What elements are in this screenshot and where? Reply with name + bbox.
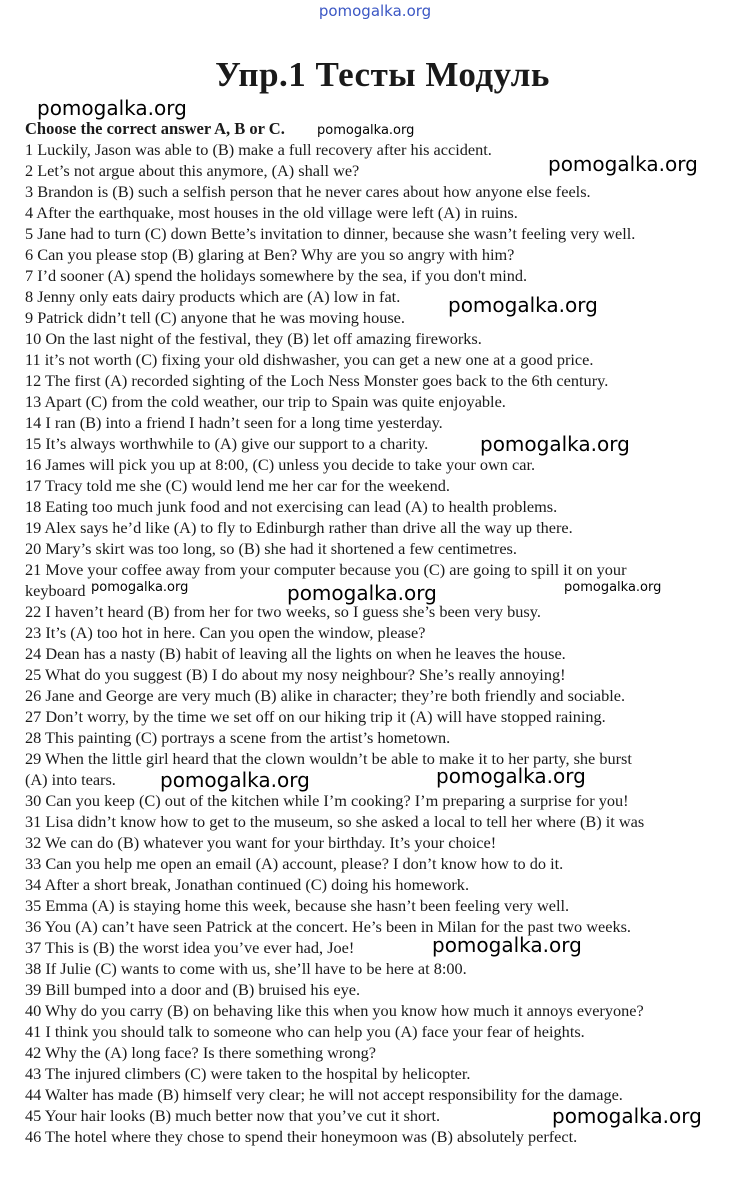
- answer-line: 3 Brandon is (B) such a selfish person that he never cares about how anyone else feels.: [25, 182, 591, 201]
- answer-line: 45 Your hair looks (B) much better now that you’ve cut it short.: [25, 1106, 441, 1125]
- watermark: pomogalka.org: [317, 123, 415, 138]
- answer-line: 28 This painting (C) portrays a scene from the artist’s hometown.: [25, 728, 451, 747]
- watermark: pomogalka.org: [432, 933, 582, 957]
- page-title: Упр.1 Тесты Модуль: [215, 55, 550, 94]
- watermark: pomogalka.org: [552, 1104, 702, 1128]
- answer-line: 37 This is (B) the worst idea you’ve ever had, Joe!: [25, 938, 355, 957]
- watermark: pomogalka.org: [548, 152, 698, 176]
- answer-line: 33 Can you help me open an email (A) account, please? I don’t know how to do it.: [25, 854, 564, 873]
- answer-line: 22 I haven’t heard (B) from her for two weeks, so I guess she’s been very busy.: [25, 602, 541, 621]
- exercise-content: [25, 118, 730, 1147]
- answer-line: 6 Can you please stop (B) glaring at Ben? Why are you so angry with him?: [25, 245, 515, 264]
- answer-line: 8 Jenny only eats dairy products which are (A) low in fat.: [25, 287, 401, 306]
- watermark: pomogalka.org: [436, 764, 586, 788]
- answer-line: 34 After a short break, Jonathan continued (C) doing his homework.: [25, 875, 470, 894]
- answer-line: 25 What do you suggest (B) I do about my nosy neighbour? She’s really annoying!: [25, 665, 566, 684]
- answer-line: 41 I think you should talk to someone who can help you (A) face your fear of heights.: [25, 1022, 585, 1041]
- answer-line: keyboard: [25, 581, 86, 600]
- watermark: pomogalka.org: [91, 580, 189, 595]
- answer-line: 9 Patrick didn’t tell (C) anyone that he was moving house.: [25, 308, 405, 327]
- answer-line: 1 Luckily, Jason was able to (B) make a full recovery after his accident.: [25, 140, 492, 159]
- answer-line: 32 We can do (B) whatever you want for your birthday. It’s your choice!: [25, 833, 497, 852]
- answer-line: 29 When the little girl heard that the clown wouldn’t be able to make it to her party, she burst: [25, 749, 632, 768]
- watermark: pomogalka.org: [480, 432, 630, 456]
- answer-line: 13 Apart (C) from the cold weather, our trip to Spain was quite enjoyable.: [25, 392, 506, 411]
- answer-line: 36 You (A) can’t have seen Patrick at the concert. He’s been in Milan for the past two weeks.: [25, 917, 632, 936]
- watermark: pomogalka.org: [287, 581, 437, 605]
- answer-line: 20 Mary’s skirt was too long, so (B) she had it shortened a few centimetres.: [25, 539, 517, 558]
- answer-line: 38 If Julie (C) wants to come with us, she’ll have to be here at 8:00.: [25, 959, 467, 978]
- answer-line: 2 Let’s not argue about this anymore, (A) shall we?: [25, 161, 360, 180]
- answer-line: 27 Don’t worry, by the time we set off on our hiking trip it (A) will have stopped raining.: [25, 707, 606, 726]
- answer-lines: [25, 139, 730, 1147]
- answer-line: 11 it’s not worth (C) fixing your old dishwasher, you can get a new one at a good price.: [25, 350, 594, 369]
- answer-line: 12 The first (A) recorded sighting of the Loch Ness Monster goes back to the 6th century.: [25, 371, 609, 390]
- answer-line: 44 Walter has made (B) himself very clear; he will not accept responsibility for the damage.: [25, 1085, 623, 1104]
- answer-line: 30 Can you keep (C) out of the kitchen while I’m cooking? I’m preparing a surprise for you!: [25, 791, 629, 810]
- answer-line: 24 Dean has a nasty (B) habit of leaving all the lights on when he leaves the house.: [25, 644, 566, 663]
- answer-line: 15 It’s always worthwhile to (A) give our support to a charity.: [25, 434, 429, 453]
- answer-line: 17 Tracy told me she (C) would lend me her car for the weekend.: [25, 476, 451, 495]
- answer-line: 14 I ran (B) into a friend I hadn’t seen for a long time yesterday.: [25, 413, 443, 432]
- answer-line: 5 Jane had to turn (C) down Bette’s invitation to dinner, because she wasn’t feeling very well.: [25, 224, 636, 243]
- answer-line: 26 Jane and George are very much (B) alike in character; they’re both friendly and sociable.: [25, 686, 626, 705]
- watermark: pomogalka.org: [448, 293, 598, 317]
- answer-line: 31 Lisa didn’t know how to get to the museum, so she asked a local to tell her where (B) it was: [25, 812, 645, 831]
- answer-line: 35 Emma (A) is staying home this week, because she hasn’t been feeling very well.: [25, 896, 570, 915]
- site-header-link[interactable]: pomogalka.org: [318, 2, 432, 20]
- watermark: pomogalka.org: [160, 768, 310, 792]
- answer-line: 4 After the earthquake, most houses in the old village were left (A) in ruins.: [25, 203, 518, 222]
- answer-line: 40 Why do you carry (B) on behaving like this when you know how much it annoys everyone?: [25, 1001, 644, 1020]
- answer-line: 23 It’s (A) too hot in here. Can you open the window, please?: [25, 623, 426, 642]
- answer-line: 42 Why the (A) long face? Is there something wrong?: [25, 1043, 376, 1062]
- answer-line: 43 The injured climbers (C) were taken to the hospital by helicopter.: [25, 1064, 471, 1083]
- instruction-text: Choose the correct answer A, B or C.: [25, 119, 285, 138]
- answer-line: 10 On the last night of the festival, they (B) let off amazing fireworks.: [25, 329, 482, 348]
- answer-line: 46 The hotel where they chose to spend their honeymoon was (B) absolutely perfect.: [25, 1127, 578, 1146]
- watermark: pomogalka.org: [564, 580, 662, 595]
- answer-line: 21 Move your coffee away from your computer because you (C) are going to spill it on your: [25, 560, 627, 579]
- answer-line: 39 Bill bumped into a door and (B) bruised his eye.: [25, 980, 361, 999]
- answer-line: (A) into tears.: [25, 770, 116, 789]
- watermark: pomogalka.org: [37, 96, 187, 120]
- answer-line: 18 Eating too much junk food and not exercising can lead (A) to health problems.: [25, 497, 558, 516]
- answer-line: 16 James will pick you up at 8:00, (C) unless you decide to take your own car.: [25, 455, 536, 474]
- answer-line: 7 I’d sooner (A) spend the holidays somewhere by the sea, if you don't mind.: [25, 266, 528, 285]
- answer-line: 19 Alex says he’d like (A) to fly to Edinburgh rather than drive all the way up there.: [25, 518, 573, 537]
